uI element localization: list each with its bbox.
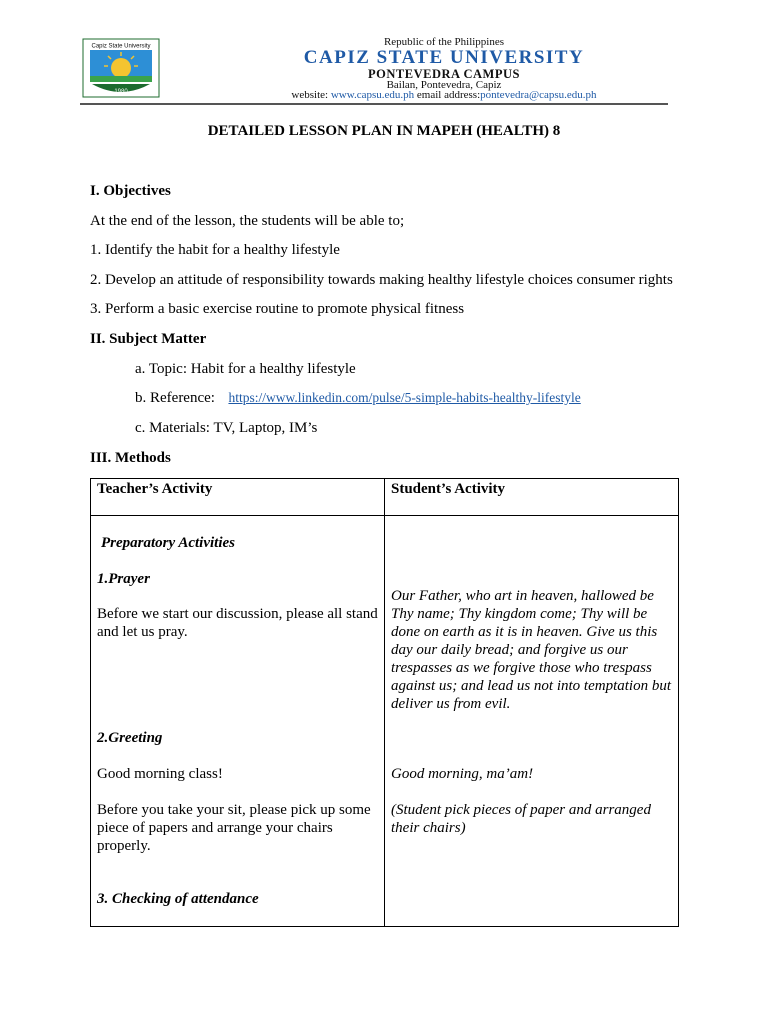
attendance-heading: 3. Checking of attendance (97, 891, 259, 907)
student-activity-header (385, 479, 679, 516)
student-greeting-response: Good morning, ma’am! (391, 766, 534, 782)
methods-heading: III. Methods (90, 450, 171, 466)
university-name: CAPIZ STATE UNIVERSITY (303, 47, 585, 68)
objective-item: 1. Identify the habit for a healthy lifestyle (90, 242, 340, 258)
methods-table (90, 478, 679, 927)
prayer-instruction: Before we start our discussion, please all stand and let us pray. (97, 606, 378, 640)
student-action-response: (Student pick pieces of paper and arranged their chairs) (391, 802, 651, 836)
svg-text:Capiz State University: Capiz State University (91, 43, 151, 50)
student-prayer-response: Our Father, who art in heaven, hallowed be Thy name; Thy kingdom come; Thy will be done on earth as it is in heaven. Give us this day our daily bread; and forgive us our trespasses as we forgive those who trespass against us; and lead us not into temptation but deliver us from evil. (391, 588, 671, 712)
objectives-intro: At the end of the lesson, the students will be able to; (90, 213, 405, 229)
email-label: email address: (416, 89, 481, 101)
reference-label: b. Reference: (135, 390, 215, 406)
document-title: DETAILED LESSON PLAN IN MAPEH (HEALTH) 8 (207, 123, 561, 139)
objectives-heading: I. Objectives (90, 183, 171, 199)
objective-item: 3. Perform a basic exercise routine to promote physical fitness (90, 301, 465, 317)
table-header-row (91, 479, 679, 516)
campus-address: Bailan, Pontevedra, Capiz (386, 79, 502, 91)
campus-name: PONTEVEDRA CAMPUS (368, 67, 520, 81)
reference-line (135, 389, 581, 407)
svg-text:1980: 1980 (114, 89, 128, 95)
letterhead (80, 34, 668, 106)
email-link[interactable]: pontevedra@capsu.edu.ph (480, 89, 597, 101)
republic-line: Republic of the Philippines (383, 36, 505, 48)
prayer-heading: 1.Prayer (97, 571, 150, 587)
table-row (91, 516, 679, 927)
teacher-activity-header-label: Teacher’s Activity (97, 481, 213, 497)
student-activity-header-label: Student’s Activity (391, 481, 506, 497)
letterhead-divider (80, 103, 668, 105)
arrange-chairs-instruction: Before you take your sit, please pick up some piece of papers and arrange your chairs properly. (97, 802, 371, 854)
website-label: website: (291, 89, 329, 101)
reference-link[interactable]: https://www.linkedin.com/pulse/5-simple-habits-healthy-lifestyle (228, 390, 581, 405)
greeting-heading: 2.Greeting (97, 730, 163, 746)
preparatory-activities-heading: Preparatory Activities (101, 535, 236, 551)
contact-line (220, 89, 668, 101)
materials-line: c. Materials: TV, Laptop, IM’s (135, 420, 318, 436)
university-seal-logo (82, 38, 160, 98)
website-link[interactable]: www.capsu.edu.ph (330, 89, 415, 101)
objective-item: 2. Develop an attitude of responsibility towards making healthy lifestyle choices consumer rights (90, 272, 673, 288)
greeting-text: Good morning class! (97, 766, 223, 782)
student-activity-cell (385, 516, 679, 927)
subject-matter-heading: II. Subject Matter (90, 331, 207, 347)
teacher-activity-cell (91, 516, 385, 927)
topic-line: a. Topic: Habit for a healthy lifestyle (135, 361, 356, 377)
teacher-activity-header (91, 479, 385, 516)
